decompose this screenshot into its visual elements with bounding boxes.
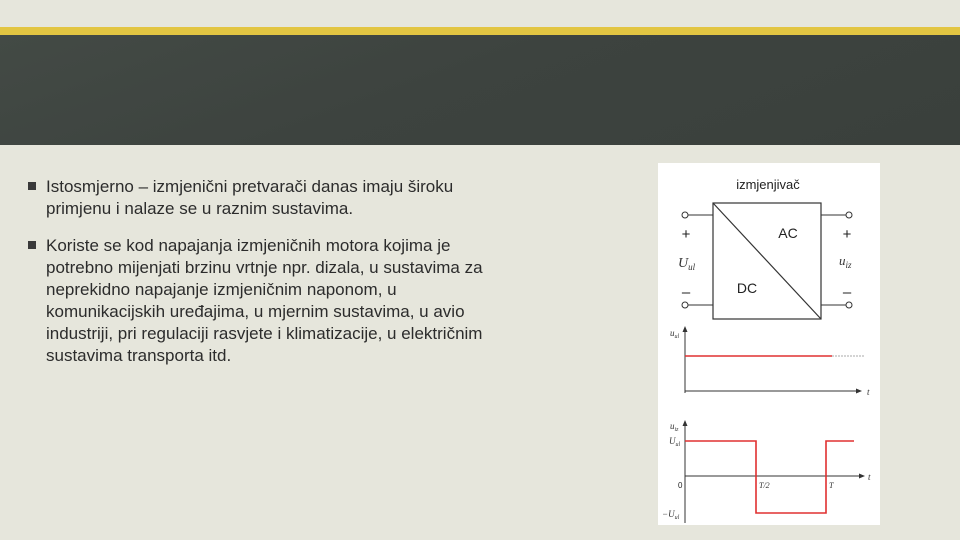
ac-plot-x-label: t	[868, 472, 871, 482]
ac-label: AC	[778, 225, 798, 241]
output-plus-sign: +	[842, 226, 852, 243]
top-margin	[0, 0, 960, 27]
output-terminal-minus	[846, 302, 852, 308]
output-voltage-label: $u_{iz}$	[839, 253, 852, 270]
ac-plot-neg-level: $-U_{ul}$	[662, 509, 680, 521]
bullet-item-1	[28, 176, 608, 220]
inverter-figure	[658, 163, 880, 525]
figure-title: izmjenjivač	[736, 177, 800, 192]
square-bullet-icon	[28, 182, 36, 190]
bullet-line: komunikacijskih uređajima, u mjernim sustavima, u avio	[46, 302, 465, 321]
ac-plot-pos-level: $U_{ul}$	[669, 436, 681, 448]
ac-plot-y-label: $u_{iz}$	[670, 421, 679, 433]
input-terminal-plus	[682, 212, 688, 218]
input-minus-sign: –	[681, 284, 691, 301]
slide-content	[28, 176, 608, 382]
inverter-diagram	[658, 163, 880, 525]
bullet-item-2	[28, 235, 608, 367]
bullet-line: industriji, pri regulaciji rasvjete i klimatizacije, u električnim	[46, 324, 483, 343]
dc-plot-x-arrow	[856, 389, 862, 394]
input-plus-sign: +	[681, 226, 691, 243]
bullet-line: sustavima transporta itd.	[46, 346, 232, 365]
ac-plot-x-arrow	[859, 474, 865, 479]
bullet-line: Istosmjerno – izmjenični pretvarači danas imaju široku	[46, 177, 454, 196]
dc-plot-x-label: t	[867, 387, 870, 397]
ac-plot-half-period: T/2	[759, 481, 770, 490]
block-diagonal	[713, 203, 821, 319]
header-band	[0, 35, 960, 145]
accent-bar	[0, 27, 960, 35]
input-terminal-minus	[682, 302, 688, 308]
output-terminal-plus	[846, 212, 852, 218]
input-voltage-label: $U_{ul}$	[678, 256, 696, 272]
bullet-line: Koriste se kod napajanja izmjeničnih motora kojima je	[46, 236, 451, 255]
ac-plot-zero: 0	[678, 481, 683, 490]
dc-label: DC	[736, 280, 758, 296]
ac-square-wave-trace	[685, 441, 854, 513]
square-bullet-icon	[28, 241, 36, 249]
ac-plot-period: T	[829, 481, 834, 490]
output-minus-sign: –	[842, 284, 852, 301]
bullet-line: primjenu i nalaze se u raznim sustavima.	[46, 199, 354, 218]
bullet-line: potrebno mijenjati brzinu vrtnje npr. dizala, u sustavima za	[46, 258, 483, 277]
dc-plot-y-arrow	[683, 326, 688, 332]
ac-plot-y-arrow	[683, 420, 688, 426]
bullet-line: neprekidno napajanje izmjeničnim naponom, u	[46, 280, 397, 299]
dc-plot-y-label: $u_{ul}$	[670, 328, 680, 340]
